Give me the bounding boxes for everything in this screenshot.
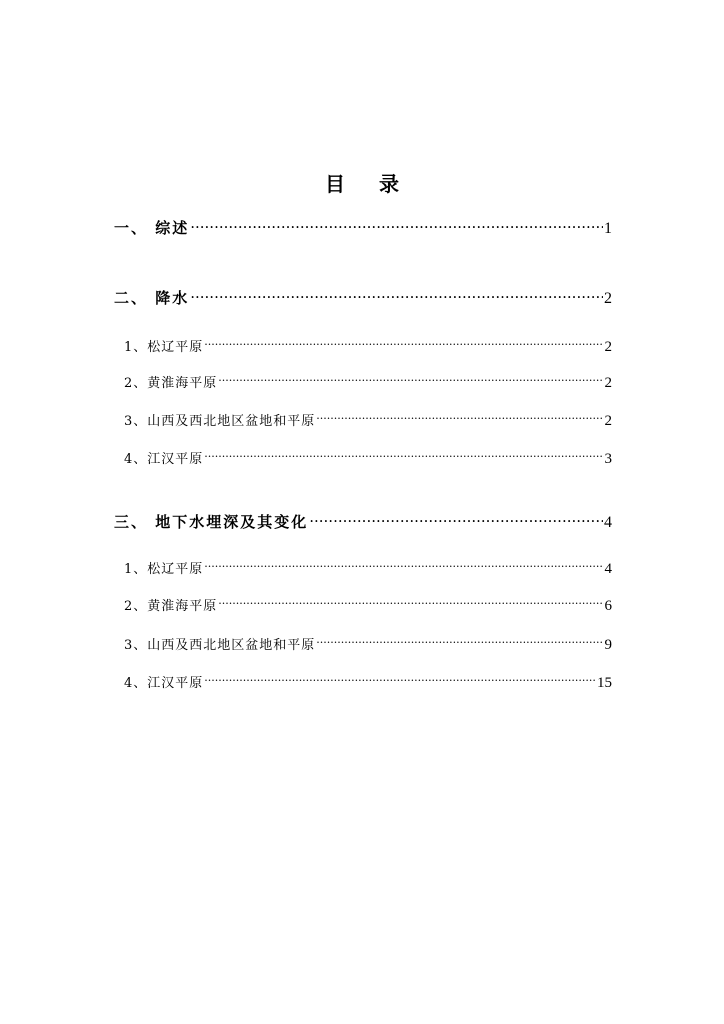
toc-entry-label: 3、山西及西北地区盆地和平原 <box>124 414 316 429</box>
toc-entry-subsection[interactable] <box>124 597 612 616</box>
toc-entry-label: 4、江汉平原 <box>124 676 204 691</box>
toc-entry-page: 2 <box>604 290 612 307</box>
toc-entry-page: 4 <box>604 514 612 531</box>
toc-entry-page: 2 <box>604 413 612 429</box>
toc-dot-leader <box>218 599 603 610</box>
toc-entry-page: 2 <box>604 375 612 391</box>
toc-title <box>0 172 724 196</box>
toc-entry-section-2[interactable] <box>114 288 612 309</box>
toc-entry-page: 1 <box>604 220 612 237</box>
toc-entry-page: 3 <box>604 451 612 467</box>
toc-entry-label: 二、 降水 <box>114 289 190 307</box>
toc-title-char-1: 目 <box>325 172 345 196</box>
toc-entry-section-1[interactable] <box>114 218 612 239</box>
toc-entry-page: 6 <box>604 598 612 614</box>
toc-entry-page: 2 <box>604 339 612 355</box>
toc-title-char-2: 录 <box>379 172 399 196</box>
toc-entry-subsection[interactable] <box>124 412 612 431</box>
toc-entry-label: 1、松辽平原 <box>124 340 204 355</box>
toc-dot-leader <box>309 512 603 527</box>
toc-entry-label: 2、黄淮海平原 <box>124 599 218 614</box>
toc-dot-leader <box>218 376 603 387</box>
toc-entry-label: 三、 地下水埋深及其变化 <box>114 513 309 531</box>
toc-entry-label: 2、黄淮海平原 <box>124 376 218 391</box>
toc-dot-leader <box>316 638 603 649</box>
toc-dot-leader <box>204 452 603 463</box>
toc-dot-leader <box>190 288 603 303</box>
toc-entry-subsection[interactable] <box>124 560 612 579</box>
toc-entry-label: 1、松辽平原 <box>124 562 204 577</box>
toc-dot-leader <box>204 676 596 687</box>
toc-entry-page: 15 <box>597 675 612 691</box>
toc-entry-section-3[interactable] <box>114 512 612 533</box>
toc-dot-leader <box>316 414 603 425</box>
toc-entry-subsection[interactable] <box>124 374 612 393</box>
toc-entry-label: 3、山西及西北地区盆地和平原 <box>124 638 316 653</box>
toc-dot-leader <box>190 218 603 233</box>
toc-entry-subsection[interactable] <box>124 338 612 357</box>
toc-entry-subsection[interactable] <box>124 674 612 693</box>
toc-entry-page: 9 <box>604 637 612 653</box>
toc-entry-subsection[interactable] <box>124 636 612 655</box>
toc-entry-page: 4 <box>604 561 612 577</box>
toc-entry-subsection[interactable] <box>124 450 612 469</box>
toc-dot-leader <box>204 562 603 573</box>
toc-entry-label: 一、 综述 <box>114 219 190 237</box>
toc-dot-leader <box>204 340 603 351</box>
toc-entry-label: 4、江汉平原 <box>124 452 204 467</box>
